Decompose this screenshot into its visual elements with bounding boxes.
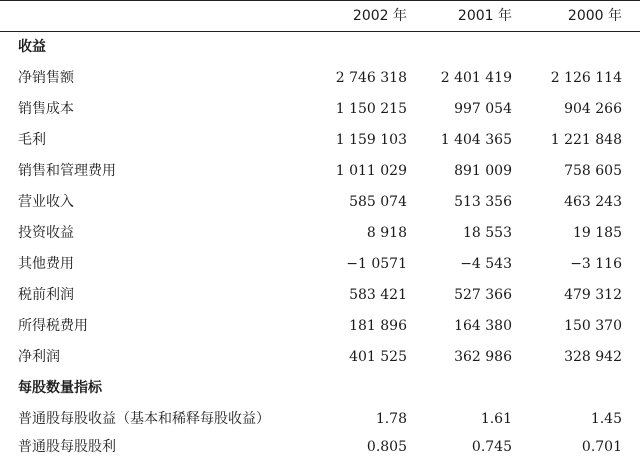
section-heading-revenue — [0, 32, 640, 63]
value-2001: 891 009 — [454, 163, 512, 179]
value-2002: 401 525 — [349, 349, 407, 365]
row-label: 税前利润 — [18, 287, 74, 303]
table-row — [0, 249, 640, 280]
value-2001: 164 380 — [454, 318, 512, 334]
year-header-2002: 2002 年 — [352, 8, 407, 24]
value-2001: 2 401 419 — [440, 70, 512, 86]
value-2001: 513 356 — [454, 194, 512, 210]
value-2001: 997 054 — [454, 101, 512, 117]
value-2002: 181 896 — [349, 318, 407, 334]
row-label: 销售和管理费用 — [18, 163, 116, 179]
value-2000: 1 221 848 — [550, 132, 622, 148]
value-2002: 1.78 — [375, 411, 407, 427]
value-2000: 758 605 — [564, 163, 622, 179]
row-label: 毛利 — [18, 132, 46, 148]
row-label: 普通股每股股利 — [18, 439, 116, 455]
value-2000: 479 312 — [564, 287, 622, 303]
value-2002: 585 074 — [349, 194, 407, 210]
value-2002: 1 159 103 — [335, 132, 407, 148]
row-label: 投资收益 — [18, 225, 74, 241]
value-2000: 1.45 — [590, 411, 622, 427]
value-2000: 2 126 114 — [550, 70, 622, 86]
value-2001: 0.745 — [471, 439, 512, 455]
value-2000: 328 942 — [564, 349, 622, 365]
value-2001: 1 404 365 — [440, 132, 512, 148]
value-2002: 1 150 215 — [335, 101, 407, 117]
table-row — [0, 156, 640, 187]
table-row — [0, 432, 640, 463]
year-header-2000: 2000 年 — [567, 8, 622, 24]
section-title: 每股数量指标 — [18, 380, 102, 396]
value-2002: 583 421 — [349, 287, 407, 303]
value-2002: 1 011 029 — [335, 163, 407, 179]
value-2001: 18 553 — [463, 225, 512, 241]
table-row — [0, 311, 640, 342]
table-header-row — [0, 1, 640, 32]
table-row — [0, 342, 640, 373]
row-label: 销售成本 — [18, 101, 74, 117]
value-2002: −1 0571 — [346, 256, 407, 272]
table-row — [0, 280, 640, 311]
table-row — [0, 187, 640, 218]
row-label: 普通股每股收益（基本和稀释每股收益） — [18, 411, 270, 427]
value-2002: 0.805 — [366, 439, 407, 455]
row-label: 净利润 — [18, 349, 60, 365]
row-label: 净销售额 — [18, 70, 74, 86]
value-2002: 2 746 318 — [335, 70, 407, 86]
value-2002: 8 918 — [366, 225, 407, 241]
value-2000: 0.701 — [581, 439, 622, 455]
value-2001: 1.61 — [480, 411, 512, 427]
row-label: 营业收入 — [18, 194, 74, 210]
value-2000: 463 243 — [564, 194, 622, 210]
table-row — [0, 218, 640, 249]
value-2000: 150 370 — [564, 318, 622, 334]
row-label: 其他费用 — [18, 256, 74, 272]
table-row — [0, 63, 640, 94]
value-2000: 19 185 — [573, 225, 622, 241]
section-heading-per-share — [0, 373, 640, 404]
table-row — [0, 404, 640, 435]
table-row — [0, 94, 640, 125]
table-row — [0, 125, 640, 156]
value-2001: −4 543 — [460, 256, 512, 272]
row-label: 所得税费用 — [18, 318, 88, 334]
value-2001: 362 986 — [454, 349, 512, 365]
value-2000: −3 116 — [570, 256, 622, 272]
value-2001: 527 366 — [454, 287, 512, 303]
value-2000: 904 266 — [564, 101, 622, 117]
section-title: 收益 — [18, 39, 46, 55]
year-header-2001: 2001 年 — [457, 8, 512, 24]
